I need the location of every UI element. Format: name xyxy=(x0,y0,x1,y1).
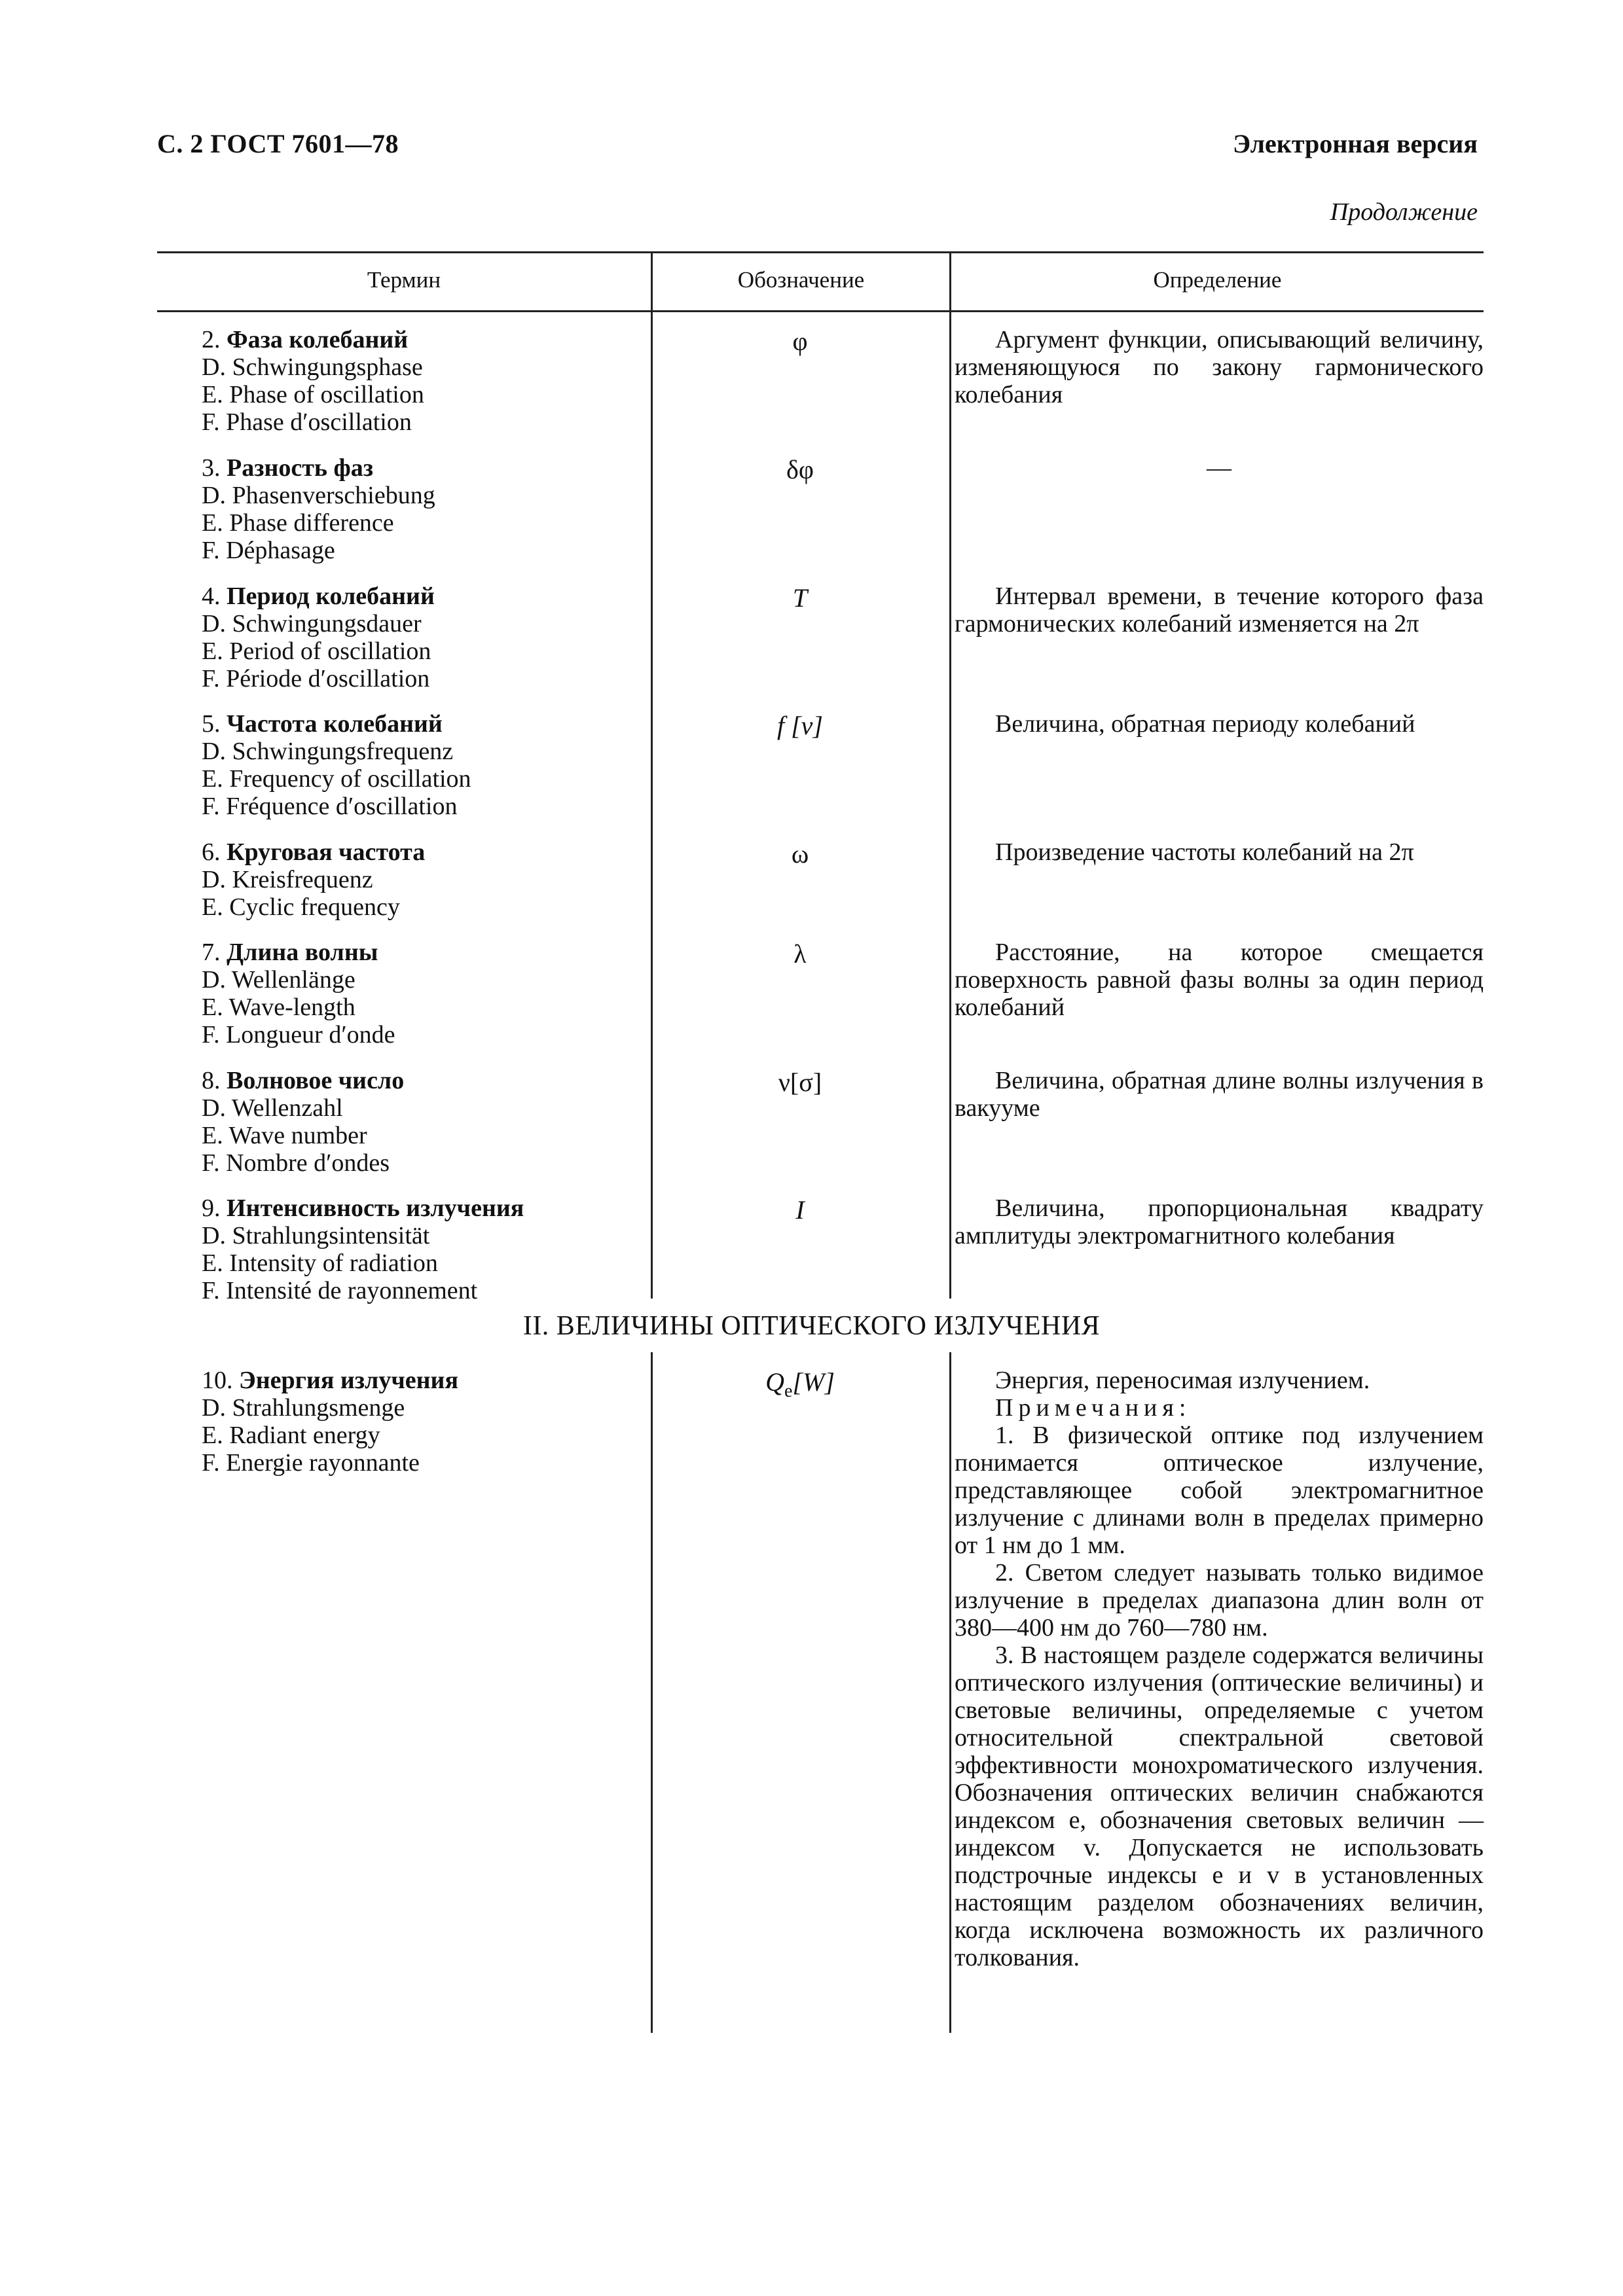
symbol-cell: φ xyxy=(792,327,808,356)
term-de: D. Schwingungsphase xyxy=(202,353,423,381)
term-fr: F. Energie rayonnante xyxy=(202,1449,420,1477)
term-fr: F. Période d′oscillation xyxy=(202,665,430,692)
term-de: D. Strahlungsintensität xyxy=(202,1222,430,1249)
definition-cell: Величина, обратная периоду колебаний xyxy=(995,710,1415,738)
term-ru: Интенсивность излучения xyxy=(227,1194,524,1222)
symbol-cell: ω xyxy=(791,839,809,869)
term-en: E. Cyclic frequency xyxy=(202,893,400,921)
symbol-cell: T xyxy=(792,583,808,613)
term-cell: 9. Интенсивность излучения D. Strahlungsintensität E. Intensity of radiation F. Intensité de rayonnement xyxy=(202,1194,524,1304)
term-cell: 7. Длина волны D. Wellenlänge E. Wave-length F. Longueur d′onde xyxy=(202,939,395,1049)
term-cell: 6. Круговая частота D. Kreisfrequenz E. Cyclic frequency xyxy=(202,838,426,921)
definition-cell: — xyxy=(1207,454,1231,482)
term-en: E. Wave-length xyxy=(202,994,356,1021)
definition-cell: Аргумент функции, описывающий величину, изменяющуюся по закону гармонического колебания xyxy=(955,326,1484,408)
term-en: E. Phase difference xyxy=(202,509,394,537)
term-ru: Круговая частота xyxy=(227,838,426,866)
section-heading: II. ВЕЛИЧИНЫ ОПТИЧЕСКОГО ИЗЛУЧЕНИЯ xyxy=(522,1311,1101,1341)
column-header-symbol: Обозначение xyxy=(737,267,865,293)
definition-cell: Интервал времени, в течение которого фаза гармонических колебаний изменяется на 2π xyxy=(955,583,1484,637)
column-header-term: Термин xyxy=(367,267,441,293)
definition-cell: Величина, пропорциональная квадрату амплитуды электромагнитного колебания xyxy=(955,1194,1484,1249)
definition-cell: Величина, обратная длине волны излучения в вакууме xyxy=(955,1067,1484,1122)
term-en: E. Intensity of radiation xyxy=(202,1249,438,1277)
term-en: E. Wave number xyxy=(202,1122,367,1149)
term-fr: F. Longueur d′onde xyxy=(202,1021,395,1049)
term-de: D. Wellenzahl xyxy=(202,1094,343,1122)
term-cell: 2. Фаза колебаний D. Schwingungsphase E. Phase of oscillation F. Phase d′oscillation xyxy=(202,326,424,436)
definition-cell: Расстояние, на которое смещается поверхность равной фазы волны за один период колебаний xyxy=(955,939,1484,1021)
continuation-label: Продолжение xyxy=(1330,198,1478,226)
term-fr: F. Intensité de rayonnement xyxy=(202,1277,478,1304)
term-fr: F. Phase d′oscillation xyxy=(202,408,412,436)
page-header-version: Электронная версия xyxy=(1232,129,1478,158)
term-fr: F. Fréquence d′oscillation xyxy=(202,793,458,820)
symbol-cell: I xyxy=(795,1195,805,1225)
term-en: E. Frequency of oscillation xyxy=(202,765,471,793)
term-fr: F. Déphasage xyxy=(202,537,335,564)
table-top-rule xyxy=(157,251,1484,253)
term-cell: 8. Волновое число D. Wellenzahl E. Wave number F. Nombre d′ondes xyxy=(202,1067,405,1177)
term-cell: 5. Частота колебаний D. Schwingungsfrequenz E. Frequency of oscillation F. Fréquence d′oscillation xyxy=(202,710,471,820)
term-ru: Разность фаз xyxy=(227,454,374,482)
term-ru: Период колебаний xyxy=(227,583,435,610)
symbol-cell: f [ν] xyxy=(777,711,823,740)
table-header-rule xyxy=(157,310,1484,312)
term-ru: Волновое число xyxy=(227,1067,405,1094)
term-en: E. Phase of oscillation xyxy=(202,381,424,408)
term-de: D. Kreisfrequenz xyxy=(202,866,373,893)
symbol-cell: $Q_e[W]$ xyxy=(765,1367,835,1401)
term-de: D. Schwingungsdauer xyxy=(202,610,422,637)
column-divider-2 xyxy=(949,251,951,1299)
page-header-standard: С. 2 ГОСТ 7601—78 xyxy=(157,129,399,158)
term-ru: Фаза колебаний xyxy=(227,326,409,353)
term-fr: F. Nombre d′ondes xyxy=(202,1149,390,1177)
column-divider-1-lower xyxy=(651,1352,653,2033)
symbol-cell: λ xyxy=(793,939,807,969)
column-header-definition: Определение xyxy=(1153,267,1282,293)
term-de: D. Strahlungsmenge xyxy=(202,1394,405,1422)
term-en: E. Radiant energy xyxy=(202,1422,380,1449)
term-cell: 4. Период колебаний D. Schwingungsdauer E. Period of oscillation F. Période d′oscillation xyxy=(202,583,435,692)
definition-text: Энергия, переносимая излучением. xyxy=(995,1367,1370,1394)
definition-cell xyxy=(955,1367,1484,1971)
term-de: D. Wellenlänge xyxy=(202,966,356,994)
term-cell: 10. Энергия излучения D. Strahlungsmenge E. Radiant energy F. Energie rayonnante xyxy=(202,1367,459,1477)
term-ru: Частота колебаний xyxy=(227,710,443,738)
notes-title: Примечания: xyxy=(995,1394,1192,1422)
term-en: E. Period of oscillation xyxy=(202,637,431,665)
note-3: 3. В настоящем разделе содержатся величины оптического излучения (оптические величины) и световые величины, определяемые с учетом относительной спектральной световой эффективности монохроматического излучения. Обозначения оптических величин снабжаются индексом e, обозначения световых величин — индексом v. Допускается не использовать подстрочные индексы e и v в установленных настоящим разделом обозначениях величин, когда исключена возможность их различного толкования. xyxy=(955,1641,1484,1971)
symbol-cell: ν[σ] xyxy=(778,1067,822,1097)
column-divider-2-lower xyxy=(949,1352,951,2033)
column-divider-1 xyxy=(651,251,653,1299)
term-de: D. Phasenverschiebung xyxy=(202,482,435,509)
term-ru: Энергия излучения xyxy=(239,1367,459,1394)
term-ru: Длина волны xyxy=(227,939,378,966)
note-1: 1. В физической оптике под излучением понимается оптическое излучение, представляющее собой электромагнитное излучение с длинами волн в пределах примерно от 1 нм до 1 мм. xyxy=(955,1422,1484,1559)
term-de: D. Schwingungsfrequenz xyxy=(202,738,454,765)
symbol-cell: δφ xyxy=(786,455,814,484)
note-2: 2. Светом следует называть только видимое излучение в пределах диапазона длин волн от 380—400 нм до 760—780 нм. xyxy=(955,1559,1484,1641)
term-cell: 3. Разность фаз D. Phasenverschiebung E. Phase difference F. Déphasage xyxy=(202,454,435,564)
definition-cell: Произведение частоты колебаний на 2π xyxy=(995,838,1414,866)
